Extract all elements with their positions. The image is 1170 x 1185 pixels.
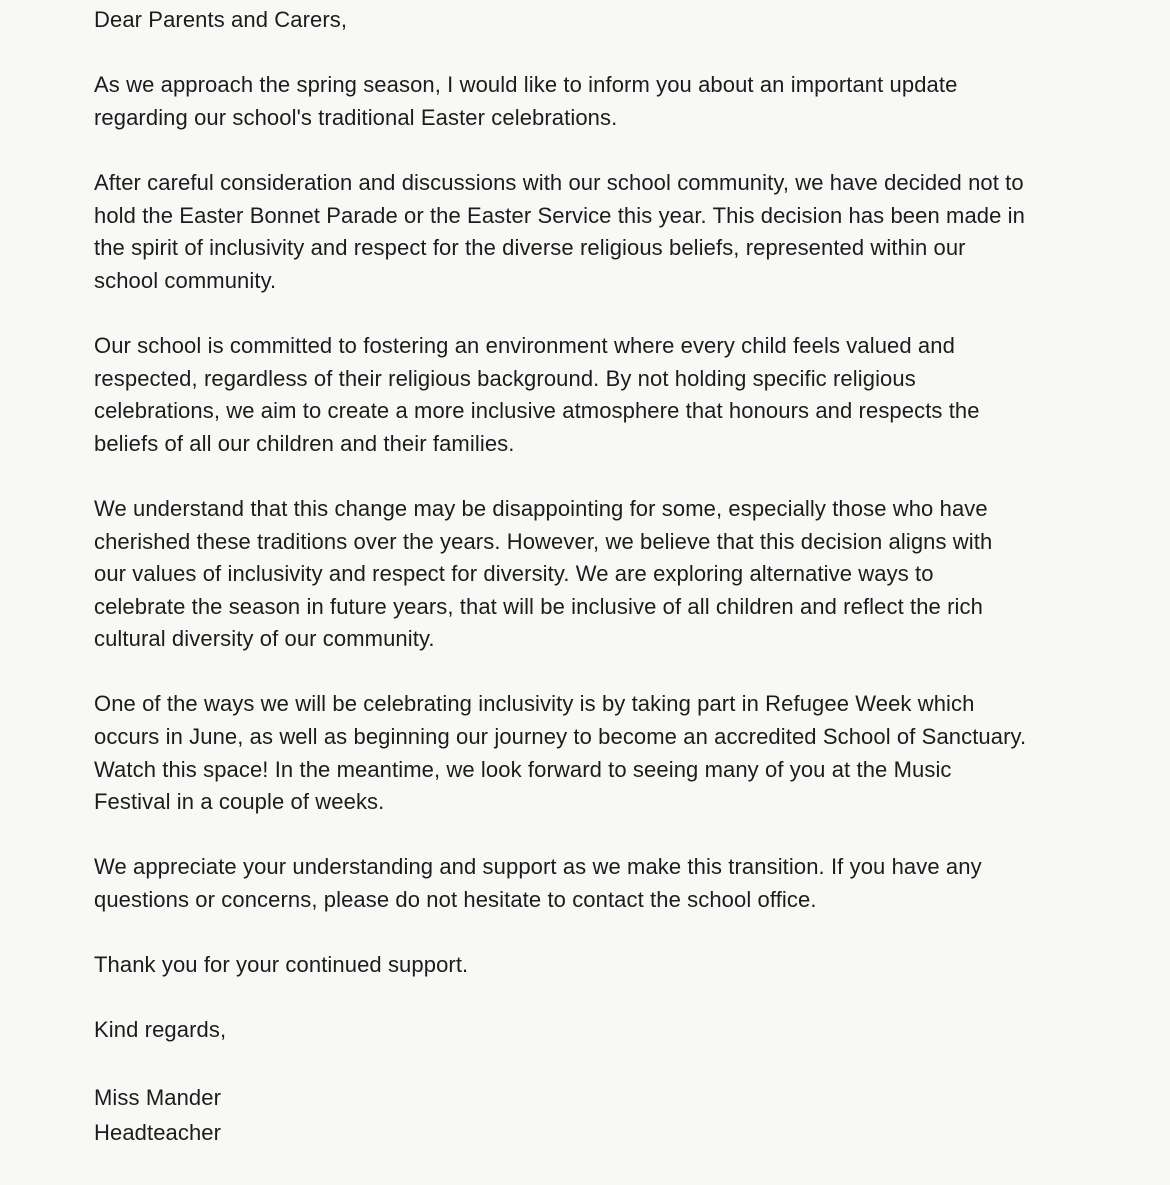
paragraph-7	[94, 949, 1130, 982]
paragraph-line: the spirit of inclusivity and respect for the diverse religious beliefs, represented within our	[94, 235, 966, 261]
paragraph-line: cultural diversity of our community.	[94, 626, 435, 652]
paragraph-3	[94, 330, 1130, 460]
paragraph-line: We understand that this change may be disappointing for some, especially those who have	[94, 495, 988, 521]
paragraph-line: celebrations, we aim to create a more inclusive atmosphere that honours and respects the	[94, 398, 980, 424]
paragraph-line: Our school is committed to fostering an environment where every child feels valued and	[94, 332, 955, 358]
paragraph-line: Thank you for your continued support.	[94, 952, 469, 978]
paragraph-line: As we approach the spring season, I would like to inform you about an important update	[94, 72, 958, 98]
closing-block	[94, 1014, 1130, 1047]
paragraph-line: regarding our school's traditional Easter celebrations.	[94, 104, 618, 130]
paragraph-line: cherished these traditions over the years. However, we believe that this decision aligns with	[94, 528, 993, 554]
signature-title: Headteacher	[94, 1119, 222, 1145]
paragraph-6	[94, 851, 1130, 916]
signature-name: Miss Mander	[94, 1084, 222, 1110]
paragraph-line: Watch this space! In the meantime, we look forward to seeing many of you at the Music	[94, 756, 952, 782]
paragraph-2	[94, 167, 1130, 297]
paragraph-line: Festival in a couple of weeks.	[94, 789, 385, 815]
paragraph-line: our values of inclusivity and respect for diversity. We are exploring alternative ways to	[94, 561, 934, 587]
paragraph-line: questions or concerns, please do not hesitate to contact the school office.	[94, 887, 817, 913]
salutation-block	[94, 4, 1130, 37]
salutation: Dear Parents and Carers,	[94, 7, 348, 32]
paragraph-line: hold the Easter Bonnet Parade or the Easter Service this year. This decision has been made in	[94, 202, 1025, 228]
signature-block	[94, 1080, 1130, 1150]
paragraph-line: respected, regardless of their religious background. By not holding specific religious	[94, 365, 916, 391]
paragraph-5	[94, 688, 1130, 818]
closing: Kind regards,	[94, 1017, 227, 1043]
paragraph-line: After careful consideration and discussions with our school community, we have decided not to	[94, 169, 1024, 195]
paragraph-line: school community.	[94, 267, 277, 293]
paragraph-line: One of the ways we will be celebrating inclusivity is by taking part in Refugee Week which	[94, 691, 975, 717]
paragraph-line: celebrate the season in future years, that will be inclusive of all children and reflect the rich	[94, 593, 983, 619]
paragraph-1	[94, 69, 1130, 134]
paragraph-line: beliefs of all our children and their families.	[94, 430, 515, 456]
paragraph-line: occurs in June, as well as beginning our journey to become an accredited School of Sanctuary.	[94, 724, 1027, 750]
paragraph-4	[94, 493, 1130, 656]
paragraph-line: We appreciate your understanding and support as we make this transition. If you have any	[94, 854, 982, 880]
